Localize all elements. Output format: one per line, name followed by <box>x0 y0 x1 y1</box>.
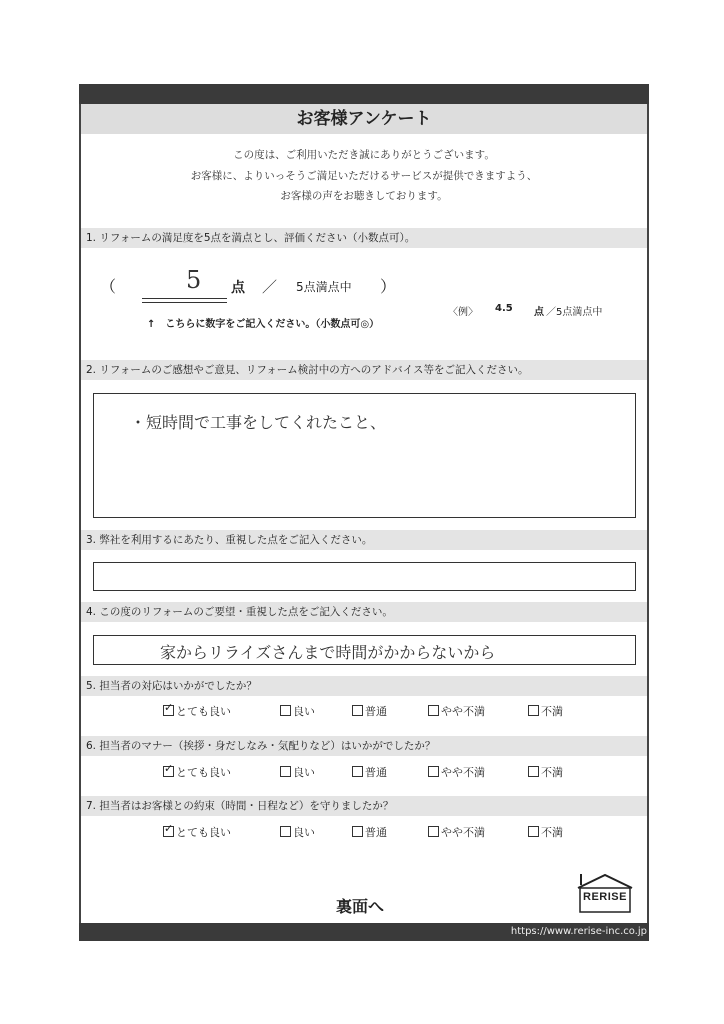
checkbox-icon[interactable] <box>280 766 291 777</box>
q1-example-rest: ／5点満点中 <box>546 307 603 318</box>
q7-option-normal[interactable]: 普通 <box>352 824 387 840</box>
q2-answer-box[interactable] <box>93 393 636 518</box>
q7-option-very-good[interactable]: ✓とても良い <box>163 824 231 840</box>
checkbox-icon[interactable] <box>280 705 291 716</box>
logo-text: RERISE <box>583 891 627 903</box>
intro-line-2: お客様に、よりいっそうご満足いただけるサービスが提供できますよう、 <box>190 170 538 182</box>
q1-close-paren: ） <box>380 277 397 296</box>
q6-option-very-good[interactable]: ✓とても良い <box>163 764 231 780</box>
q3-question: 3. 弊社を利用するにあたり、重視した点をご記入ください。 <box>86 534 373 546</box>
q7-option-somewhat-dissatisfied[interactable]: やや不満 <box>428 824 485 840</box>
q7-option-dissatisfied[interactable]: 不満 <box>528 824 563 840</box>
survey-title: お客様アンケート <box>296 109 432 129</box>
q1-question: 1. リフォームの満足度を5点を満点とし、評価ください（小数点可）。 <box>86 232 416 244</box>
q1-score[interactable]: 5 <box>186 266 202 294</box>
q6-option-good[interactable]: 良い <box>280 764 315 780</box>
q2-question: 2. リフォームのご感想やご意見、リフォーム検討中の方へのアドバイス等をご記入ください。 <box>86 364 529 376</box>
q4-answer-box[interactable] <box>93 635 636 665</box>
checkbox-checked-icon[interactable] <box>163 766 174 777</box>
intro-line-1: この度は、ご利用いただき誠にありがとうございます。 <box>233 149 495 161</box>
q6-question: 6. 担当者のマナー（挨拶・身だしなみ・気配りなど）はいかがでしたか？ <box>86 740 436 752</box>
q6-option-dissatisfied[interactable]: 不満 <box>528 764 563 780</box>
checkbox-icon[interactable] <box>528 705 539 716</box>
checkbox-icon[interactable] <box>428 766 439 777</box>
q1-hint: ↑ こちらに数字をご記入ください。（小数点可◎） <box>147 319 380 330</box>
checkbox-checked-icon[interactable] <box>163 826 174 837</box>
checkbox-icon[interactable] <box>352 705 363 716</box>
q1-example-unit: 点 <box>534 307 544 318</box>
q6-option-normal[interactable]: 普通 <box>352 764 387 780</box>
checkbox-icon[interactable] <box>280 826 291 837</box>
checkbox-icon[interactable] <box>428 705 439 716</box>
q3-answer-box[interactable] <box>93 562 636 591</box>
checkbox-icon[interactable] <box>528 826 539 837</box>
q6-option-somewhat-dissatisfied[interactable]: やや不満 <box>428 764 485 780</box>
rerise-logo <box>574 872 636 914</box>
checkbox-icon[interactable] <box>428 826 439 837</box>
q4-answer: 家からリライズさんまで時間がかからないから <box>160 643 496 662</box>
q7-question: 7. 担当者はお客様との約束（時間・日程など）を守りましたか？ <box>86 800 394 812</box>
top-bar <box>79 84 649 104</box>
checkbox-icon[interactable] <box>528 766 539 777</box>
q1-unit: 点 <box>231 280 245 296</box>
intro-line-3: お客様の声をお聴きしております。 <box>280 190 448 202</box>
q5-option-dissatisfied[interactable]: 不満 <box>528 703 563 719</box>
q1-example-label: 〈例〉 <box>448 307 478 318</box>
q5-option-very-good[interactable]: ✓とても良い <box>163 703 231 719</box>
q1-slash: ／ <box>262 278 278 296</box>
q1-score-underline <box>142 298 227 299</box>
checkbox-icon[interactable] <box>352 766 363 777</box>
q5-option-good[interactable]: 良い <box>280 703 315 719</box>
q1-score-underline-2 <box>142 302 227 303</box>
q2-answer: ・短時間で工事をしてくれたこと、 <box>130 413 387 432</box>
q1-max: 5点満点中 <box>296 280 352 294</box>
checkbox-icon[interactable] <box>352 826 363 837</box>
q5-option-normal[interactable]: 普通 <box>352 703 387 719</box>
q1-example-value: 4.5 <box>495 303 513 314</box>
q7-option-good[interactable]: 良い <box>280 824 315 840</box>
q1-open-paren: （ <box>100 277 117 296</box>
company-url[interactable]: https://www.rerise-inc.co.jp <box>510 926 647 937</box>
q5-option-somewhat-dissatisfied[interactable]: やや不満 <box>428 703 485 719</box>
q5-question: 5. 担当者の対応はいかがでしたか？ <box>86 680 257 692</box>
checkbox-checked-icon[interactable] <box>163 705 174 716</box>
next-page-label: 裏面へ <box>336 897 385 916</box>
q4-question: 4. この度のリフォームのご要望・重視した点をご記入ください。 <box>86 606 393 618</box>
